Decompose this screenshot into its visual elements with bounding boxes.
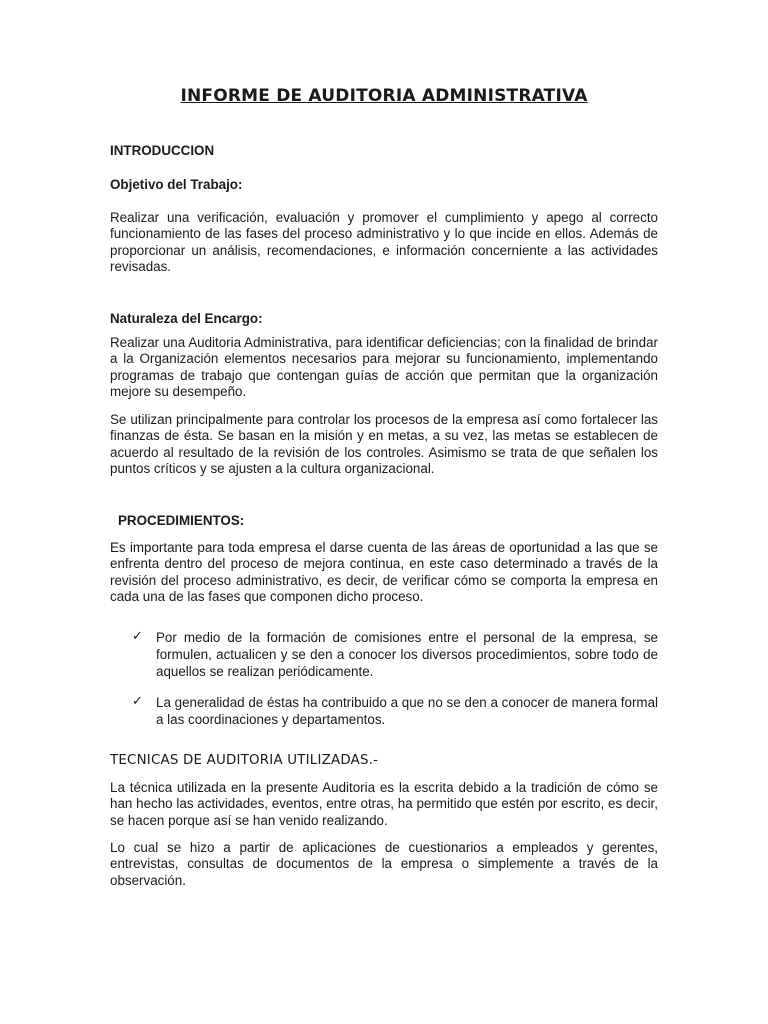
bullet-text: La generalidad de éstas ha contribuido a que no se den a conocer de manera formal a las coordinaciones y departamentos. (156, 695, 658, 727)
procedimientos-paragraph: Es importante para toda empresa el darse cuenta de las áreas de oportunidad a las que se enfrenta dentro del proceso de mejora continua, en este caso determinado a través de la revisión del proceso administrativo, es decir, de verificar cómo se comporta la empresa en cada una de las fases que componen dicho proceso. (110, 540, 658, 604)
bullet-item (132, 629, 658, 680)
document-title: INFORME DE AUDITORIA ADMINISTRATIVA (180, 86, 588, 106)
tecnicas-heading: TECNICAS DE AUDITORIA UTILIZADAS.- (110, 753, 379, 768)
introduccion-heading: INTRODUCCION (110, 143, 215, 158)
procedimientos-heading: PROCEDIMIENTOS: (118, 513, 245, 528)
bullet-text: Por medio de la formación de comisiones entre el personal de la empresa, se formulen, actualicen y se den a conocer los diversos procedimientos, sobre todo de aquellos se realizan periódicamente. (156, 630, 658, 679)
bullet-item (132, 694, 658, 728)
naturaleza-paragraph-2: Se utilizan principalmente para controlar los procesos de la empresa así como fortalecer las finanzas de ésta. Se basan en la misión y en metas, a su vez, las metas se establecen de acuerdo al resultado de la revisión de los controles. Asimismo se trata de que señalen los puntos críticos y se ajusten a la cultura organizacional. (110, 412, 658, 476)
checkmark-icon: ✓ (132, 629, 143, 644)
checkmark-icon: ✓ (132, 694, 143, 709)
objetivo-heading: Objetivo del Trabajo: (110, 177, 243, 192)
naturaleza-paragraph-1: Realizar una Auditoria Administrativa, para identificar deficiencias; con la finalidad de brindar a la Organización elementos necesarios para mejorar su funcionamiento, implementando programas de trabajo que contengan guías de acción que permitan que la organización mejore su desempeño. (110, 335, 658, 399)
tecnicas-paragraph-1: La técnica utilizada en la presente Auditoria es la escrita debido a la tradición de cómo se han hecho las actividades, eventos, entre otras, ha permitido que estén por escrito, es decir, se hacen porque así se han venido realizando. (110, 780, 658, 828)
tecnicas-paragraph-2: Lo cual se hizo a partir de aplicaciones de cuestionarios a empleados y gerentes, entrevistas, consultas de documentos de la empresa o simplemente a través de la observación. (110, 840, 658, 888)
naturaleza-heading: Naturaleza del Encargo: (110, 311, 263, 326)
objetivo-paragraph: Realizar una verificación, evaluación y promover el cumplimiento y apego al correcto funcionamiento de las fases del proceso administrativo y lo que incide en ellos. Además de proporcionar un análisis, recomendaciones, e información concerniente a las actividades revisadas. (110, 210, 658, 274)
